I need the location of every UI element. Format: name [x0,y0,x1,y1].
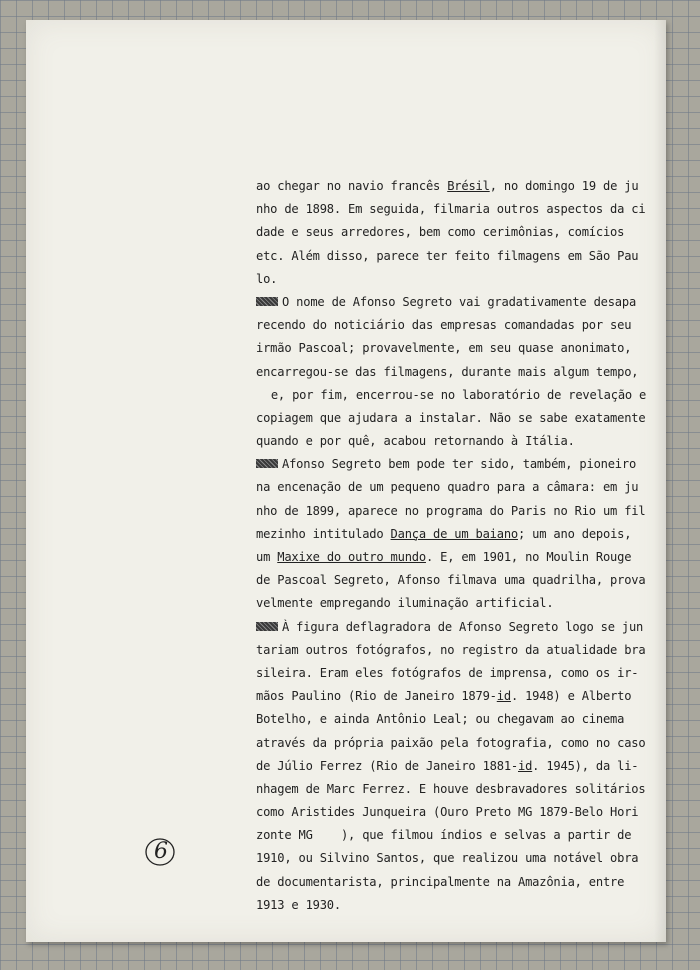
text-segment: de documentarista, principalmente na Amazônia, entre [256,874,625,889]
paragraph-mark-icon [256,297,278,306]
text-segment: e, por fim, encerrou-se no laboratório de revelação e [270,387,647,402]
text-line [256,546,661,569]
text-segment: um [256,550,278,564]
text-line [256,453,661,476]
text-segment: tariam outros fotógrafos, no registro da atualidade bra [256,642,646,657]
text-segment: nho de 1899, aparece no programa do Paris no Rio um fil [256,503,646,518]
text-segment: copiagem que ajudara a instalar. Não se sabe exatamente [256,410,646,425]
text-line [256,407,661,430]
text-segment: . 1948) e Alberto [510,689,632,704]
text-line [256,476,661,499]
text-segment: mezinho intitulado [256,526,391,541]
handwritten-page-number [144,835,178,869]
text-segment: dade e seus arredores, bem como cerimônias, comícios [256,225,625,240]
text-segment: ao chegar no navio francês [256,179,448,193]
text-segment: 1910, ou Silvino Santos, que realizou uma notável obra [256,851,639,866]
text-line [256,871,661,894]
underlined-title: Dança de um baiano [390,526,519,541]
text-segment: . 1945), da li- [532,758,639,773]
text-line [256,500,661,523]
page-number-label: 6 [154,839,168,864]
text-segment: nhagem de Marc Ferrez. E houve desbravadores solitários [256,781,646,796]
text-line [256,708,661,731]
text-line [256,430,661,453]
text-segment: ; um ano depois, [518,526,632,541]
text-segment: . E, em 1901, no Moulin Rouge [425,550,632,564]
text-line [256,337,661,360]
text-segment: 1913 e 1930. [256,897,341,912]
text-segment: O nome de Afonso Segreto vai gradativamente desapa [282,294,637,309]
text-line [256,221,661,244]
text-line [256,639,661,662]
text-segment: sileira. Eram eles fotógrafos de imprensa, como os ir- [256,665,639,680]
text-line [256,662,661,685]
text-segment: quando e por quê, acabou retornando à Itália. [256,434,575,449]
paragraph-mark-icon [256,459,278,468]
text-line [256,314,661,337]
text-segment: , no domingo 19 de ju [489,179,639,193]
underlined-title: Maxixe do outro mundo [277,550,426,564]
text-line [256,175,661,198]
text-segment: Afonso Segreto bem pode ter sido, também, pioneiro [282,457,637,472]
text-line [256,685,661,708]
text-line [256,801,661,824]
underlined-title: id [518,758,533,773]
text-line [256,778,661,801]
underlined-title: Brésil [447,179,490,193]
text-segment: Botelho, e ainda Antônio Leal; ou chegavam ao cinema [256,712,625,727]
text-segment: de Júlio Ferrez (Rio de Janeiro 1881- [256,758,518,773]
text-segment: recendo do noticiário das empresas comandadas por seu [256,318,632,333]
paragraph-mark-icon [256,622,278,631]
text-segment: velmente empregando iluminação artificial. [256,596,554,611]
text-segment: encarregou-se das filmagens, durante mais algum tempo, [256,364,639,379]
text-segment: de Pascoal Segreto, Afonso filmava uma quadrilha, prova [256,573,646,588]
text-segment: zonte MG ), que filmou índios e selvas a partir de [256,828,632,843]
text-segment: lo. [256,271,278,286]
text-segment: etc. Além disso, parece ter feito filmagens em São Pau [256,248,639,263]
text-segment: como Aristides Junqueira (Ouro Preto MG 1879-Belo Hori [256,805,639,820]
text-line [256,894,661,917]
text-segment: mãos Paulino (Rio de Janeiro 1879- [256,689,497,704]
text-line [256,824,661,847]
underlined-title: id [496,689,511,704]
text-line [256,616,661,639]
text-segment: na encenação de um pequeno quadro para a câmara: em ju [256,480,639,495]
typewritten-page [26,20,666,942]
text-line [256,847,661,870]
text-line [256,732,661,755]
text-line [256,384,661,407]
text-line [256,291,661,314]
text-segment: através da própria paixão pela fotografia, como no caso [256,735,646,750]
text-line [256,523,661,546]
text-line [256,198,661,221]
text-line [256,245,661,268]
text-line [256,361,661,384]
text-segment: À figura deflagradora de Afonso Segreto logo se jun [282,619,644,634]
text-segment: irmão Pascoal; provavelmente, em seu quase anonimato, [256,341,632,356]
text-line [256,755,661,778]
text-segment: nho de 1898. Em seguida, filmaria outros aspectos da ci [256,202,646,217]
text-line [256,268,661,291]
text-line [256,592,661,615]
text-line [256,569,661,592]
typewritten-text-body [256,175,661,917]
